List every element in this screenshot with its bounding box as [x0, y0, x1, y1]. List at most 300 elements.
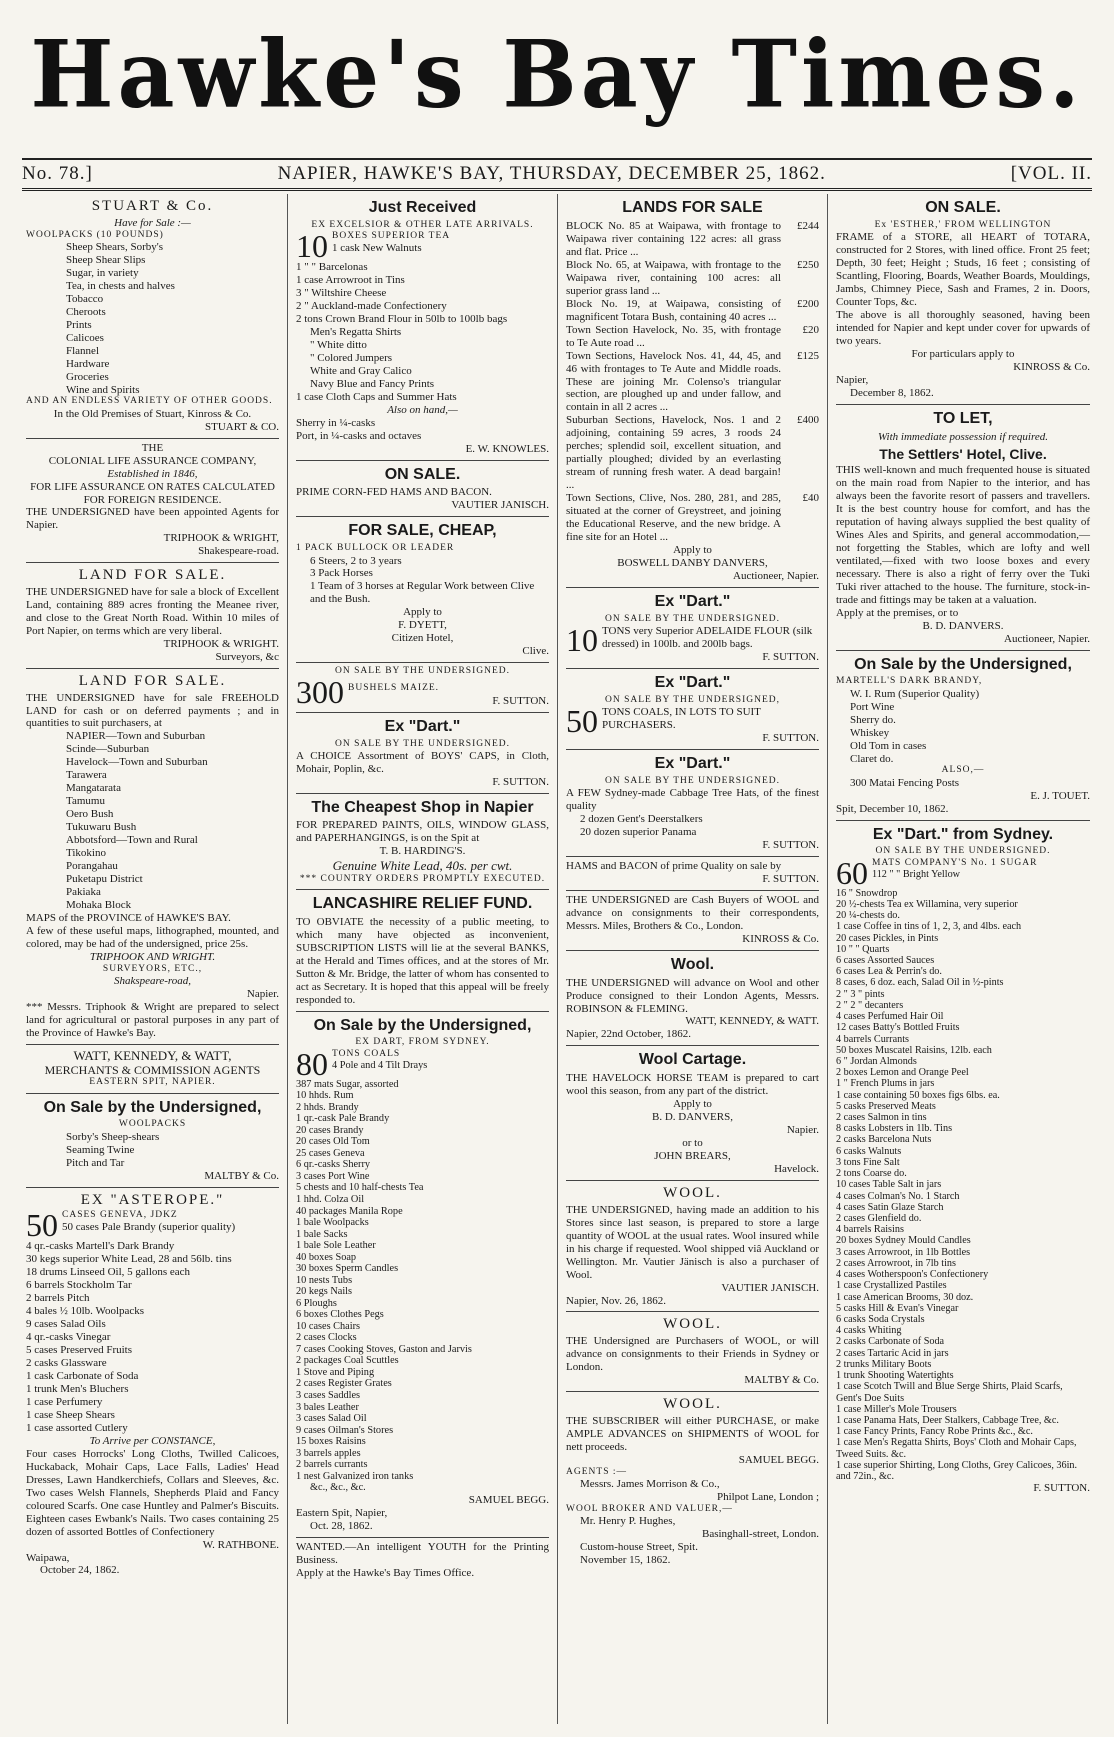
ad-heading: The Cheapest Shop in Napier	[311, 798, 534, 816]
list-item: 30 boxes Sperm Candles	[296, 1263, 399, 1275]
ad-note: *** COUNTRY ORDERS PROMPTLY EXECUTED.	[299, 873, 546, 884]
ad-signature: F. SUTTON.	[762, 732, 819, 744]
list-item	[566, 259, 819, 298]
list-item: Tikokino	[66, 847, 106, 860]
list-item: 16 " Snowdrop	[836, 887, 898, 899]
list-item: 1 case Men's Regatta Shirts, Boys' Cloth and Mohair Caps, Tweed Suits. &c.	[836, 1437, 1077, 1460]
list-item: 387 mats Sugar, assorted	[296, 1078, 399, 1090]
list-item: 7 cases Cooking Stoves, Gaston and Jarvis	[296, 1343, 472, 1355]
ad-on-sale-hams	[296, 461, 549, 518]
ad-place: Napier,	[836, 373, 869, 386]
ad-signature: W. RATHBONE.	[202, 1538, 279, 1551]
ad-signature: F. SUTTON.	[762, 838, 819, 851]
lot-price: £200	[797, 297, 819, 310]
ad-line: THE	[141, 441, 164, 454]
ad-heading: Ex "Dart."	[654, 754, 731, 772]
list-item: 1 case American Brooms, 30 doz.	[836, 1291, 974, 1303]
ad-land-for-sale-1	[26, 563, 279, 669]
dateline	[22, 158, 1092, 191]
list-item: 3 " Wiltshire Cheese	[296, 287, 387, 300]
list-item	[566, 350, 819, 415]
list-item: 2 tons Coarse do.	[836, 1168, 907, 1180]
ad-address: Shakespeare-road.	[198, 545, 279, 558]
list-item: 2 casks Carbonate of Soda	[836, 1336, 945, 1348]
list-item: Abbotsford—Town and Rural	[66, 834, 198, 847]
list-item: 1 case Cloth Caps and Summer Hats	[296, 390, 457, 403]
list-item: 1 case Panama Hats, Deer Stalkers, Cabbage Tree, &c.	[836, 1414, 1059, 1426]
ad-dart-coals	[566, 669, 819, 750]
ad-line: WOOL BROKER AND VALUER,—	[566, 1503, 733, 1514]
ad-line: ON SALE BY THE UNDERSIGNED.	[875, 846, 1051, 857]
list-item: 4 Pole and 4 Tilt Drays	[332, 1059, 428, 1071]
hotel-name: The Settlers' Hotel, Clive.	[879, 445, 1047, 462]
ad-town: Napier.	[786, 1124, 819, 1137]
list-item: 1 case Crystallized Pastiles	[836, 1280, 947, 1292]
list-item: 1 trunk Shooting Watertights	[836, 1370, 954, 1382]
ad-line: Basinghall-street, London.	[701, 1527, 819, 1540]
list-item: 1 trunk Men's Bluchers	[26, 1382, 129, 1395]
item-list	[26, 241, 279, 397]
ad-wanted-youth	[296, 1538, 549, 1584]
ad-signature: TRIPHOOK & WRIGHT,	[163, 532, 279, 545]
list-item: Cheroots	[66, 305, 106, 318]
list-item: Seaming Twine	[66, 1143, 135, 1156]
list-item: 1 bale Sacks	[296, 1228, 348, 1240]
ad-lead: 1 PACK BULLOCK OR LEADER	[296, 543, 455, 554]
list-item: 20 cases Pickles, in Pints	[836, 932, 939, 944]
ad-dart-caps	[296, 713, 549, 794]
column-1	[18, 194, 288, 1724]
ad-heading: ON SALE.	[925, 199, 1001, 216]
list-item: 3 bales Leather	[296, 1401, 359, 1413]
ad-heading: Just Received	[368, 199, 477, 216]
ad-lead: BUSHELS MAIZE.	[348, 683, 440, 694]
list-item: 300 Matai Fencing Posts	[850, 776, 960, 789]
ad-colonial-life	[26, 439, 279, 564]
list-item: Wine and Spirits	[66, 383, 140, 396]
list-item: 1 case Perfumery	[26, 1395, 103, 1408]
ad-number: 50	[566, 703, 598, 740]
ad-number: 60	[836, 854, 868, 891]
list-item: 12 cases Batty's Bottled Fruits	[836, 1022, 960, 1034]
list-item: 1 case Sheep Shears	[26, 1408, 115, 1421]
ad-body: TONS COALS, IN LOTS TO SUIT PURCHASERS.	[602, 706, 761, 732]
ad-maize	[296, 663, 549, 712]
ad-subheading: To Arrive per CONSTANCE,	[89, 1434, 216, 1447]
list-item: 2 barrels currants	[296, 1459, 368, 1471]
ad-line: ALSO,—	[941, 765, 985, 776]
list-item: 4 bales ½ 10lb. Woolpacks	[26, 1305, 145, 1318]
list-item: 5 cases Preserved Fruits	[26, 1344, 133, 1356]
list-item: Mohaka Block	[66, 899, 132, 912]
ad-number: 10	[566, 622, 598, 659]
list-item: Tobacco	[66, 292, 104, 305]
list-item: 112 " " Bright Yellow	[872, 868, 961, 880]
list-item	[566, 492, 819, 544]
ad-line: ON SALE BY THE UNDERSIGNED.	[604, 775, 781, 786]
ad-line: ON SALE BY THE UNDERSIGNED.	[604, 613, 781, 624]
list-item: Puketapu District	[66, 873, 143, 886]
ad-signature: SAMUEL BEGG.	[738, 1453, 819, 1466]
list-item: 20 cases Brandy	[296, 1124, 364, 1136]
columns	[18, 194, 1098, 1724]
lot-description: Town Sections, Havelock Nos. 41, 44, 45, and 46 with frontages to Te Aute and Middle roads. These are joining Mr. Colenso's triangular section, are ploughed up and under fallow, and contain in all 2 acres ...	[566, 349, 781, 414]
ad-signature: VAUTIER JANISCH.	[451, 499, 549, 512]
list-item: Porangahau	[66, 860, 118, 873]
ad-date: Napier, 22nd October, 1862.	[566, 1028, 691, 1041]
list-item: 6 qr.-casks Sherry	[296, 1159, 371, 1171]
ad-body: TO OBVIATE the necessity of a public meeting, to which many have objected as inconvenient, SUBSCRIPTION LISTS will lie at the several BANKS, at the Herald and Times offices, and at the stores of Mr. Sutton & Mr. Bridge, the latter of whom has consented to act as Secretary. It is hoped that this appeal will be freely responded to.	[296, 915, 549, 1006]
ad-watt-kennedy	[26, 1045, 279, 1094]
list-item: 6 casks Walnuts	[836, 1145, 902, 1157]
list-item: 40 boxes Soap	[296, 1251, 357, 1263]
ad-line: FOR LIFE ASSURANCE ON RATES CALCULATED FOR FOREIGN RESIDENCE.	[30, 480, 275, 506]
ad-sydney	[836, 821, 1090, 1500]
list-item: Oero Bush	[66, 808, 114, 821]
ad-body: PRIME CORN-FED HAMS AND BACON.	[296, 486, 492, 499]
list-item: W. I. Rum (Superior Quality)	[850, 687, 980, 700]
list-item: 10 cases Table Salt in jars	[836, 1179, 942, 1191]
ad-wool-begg	[566, 1392, 819, 1571]
item-list	[836, 869, 1090, 1482]
list-item: 3 Pack Horses	[310, 567, 373, 580]
ad-heading: WOOL.	[663, 1316, 722, 1333]
list-item: 2 hhds. Brandy	[296, 1101, 359, 1113]
list-item: 20 cases Old Tom	[296, 1136, 370, 1148]
list-item: 4 cases Wotherspoon's Confectionery	[836, 1269, 989, 1281]
list-item: 3 cases Port Wine	[296, 1170, 370, 1182]
ad-town: Clive.	[522, 645, 549, 658]
ad-body: THE SUBSCRIBER will either PURCHASE, or make AMPLE ADVANCES on SHIPMENTS of WOOL for nett proceeds.	[566, 1414, 819, 1453]
ad-signature: TRIPHOOK AND WRIGHT.	[89, 950, 216, 963]
list-item	[566, 220, 819, 259]
ad-asterope	[26, 1188, 279, 1582]
list-item: Tamumu	[66, 795, 105, 808]
ad-lead: MARTELL'S DARK BRANDY,	[836, 676, 983, 687]
ad-body: A few of these useful maps, lithographed, mounted, and colored, may be had of the undersigned, price 25s.	[26, 924, 279, 950]
list-item: 8 casks Lobsters in 1lb. Tins	[836, 1123, 953, 1135]
ad-address: Surveyors, &c	[215, 650, 279, 663]
list-item: 20 boxes Sydney Mould Candles	[836, 1235, 971, 1247]
ad-date: November 15, 1862.	[580, 1553, 671, 1566]
ad-address: Shakspeare-road,	[113, 975, 192, 988]
ad-line: Philpot Lane, London ;	[716, 1490, 819, 1503]
list-item: Port, in ¼-casks and octaves	[296, 429, 422, 442]
list-item: 4 qr.-casks Martell's Dark Brandy	[26, 1240, 175, 1253]
list-item: 1 case superior Shirting, Long Cloths, Grey Calicoes, 36in. and 72in., &c.	[836, 1459, 1078, 1483]
ad-role: Auctioneer, Napier.	[733, 570, 819, 583]
list-item: 1 case Miller's Mole Trousers	[836, 1403, 957, 1415]
ad-wool-janisch	[566, 1181, 819, 1312]
ad-body: THE HAVELOCK HORSE TEAM is prepared to cart wool this season, from any part of the district.	[566, 1072, 819, 1098]
list-item: 4 casks Whiting	[836, 1325, 902, 1337]
ad-number: 10	[296, 228, 328, 265]
list-item: 1 qr.-cask Pale Brandy	[296, 1113, 390, 1125]
ad-address: Citizen Hotel,	[391, 632, 454, 645]
list-item: 4 barrels Currants	[836, 1033, 909, 1045]
ad-line: MAPS of the PROVINCE of HAWKE'S BAY.	[26, 912, 231, 924]
ad-signature: B. D. DANVERS,	[652, 1111, 733, 1124]
ad-heading: LAND FOR SALE.	[78, 672, 227, 689]
ad-stuart	[26, 194, 279, 439]
ad-place: In the Old Premises of Stuart, Kinross & Co.	[53, 407, 252, 420]
ad-heading: LANDS FOR SALE	[622, 199, 763, 216]
ad-apply: Apply to	[673, 544, 712, 557]
list-item: Sherry do.	[850, 713, 896, 726]
list-item: Tea, in chests and halves	[66, 279, 175, 292]
place-date: NAPIER, HAWKE'S BAY, THURSDAY, DECEMBER 25, 1862.	[277, 162, 826, 184]
ad-wool-maltby	[566, 1312, 819, 1392]
ad-line: Mr. Henry P. Hughes,	[580, 1514, 676, 1527]
ad-body: THE UNDERSIGNED have been appointed Agents for Napier.	[26, 506, 279, 532]
list-item: 1 case Arrowroot in Tins	[296, 274, 405, 287]
list-item: 2 casks Barcelona Nuts	[836, 1134, 932, 1146]
list-item: Men's Regatta Shirts	[310, 325, 402, 338]
ad-for-sale-cheap	[296, 517, 549, 663]
ad-signature: KINROSS & Co.	[1013, 360, 1090, 373]
ad-line: Custom-house Street, Spit.	[580, 1540, 698, 1553]
list-item: 20 ½-chests Tea ex Willamina, very superior	[836, 898, 1018, 910]
ad-signature: F. SUTTON.	[492, 775, 549, 788]
ad-heading: WOOL.	[663, 1396, 722, 1413]
ad-apply: Apply to	[403, 606, 442, 619]
ad-signature: F. SUTTON.	[762, 872, 819, 885]
list-item: Sherry in ¼-casks	[296, 416, 376, 429]
list-item: 2 " Auckland-made Confectionery	[296, 299, 447, 312]
list-item: Sheep Shear Slips	[66, 253, 146, 266]
ad-maltby	[26, 1094, 279, 1188]
list-item: 1 " " Barcelonas	[296, 261, 368, 274]
ad-wool-watt	[566, 951, 819, 1047]
ad-subheading: Also on hand,—	[387, 403, 458, 416]
ad-body: TONS very Superior ADELAIDE FLOUR (silk dressed) in 100lb. and 200lb bags.	[602, 625, 813, 651]
ad-line: MERCHANTS & COMMISSION AGENTS	[44, 1063, 261, 1078]
ad-subheading: Have for Sale :—	[114, 216, 191, 229]
lot-price: £125	[797, 349, 819, 362]
list-item: " Colored Jumpers	[310, 351, 393, 364]
list-item: 10 nests Tubs	[296, 1274, 353, 1286]
list-item: 2 cases Arrowroot, in 7lb tins	[836, 1257, 956, 1269]
list-item: 6 casks Soda Crystals	[836, 1313, 925, 1325]
list-item: Pakiaka	[66, 886, 101, 899]
ad-line: ON SALE BY THE UNDERSIGNED,	[604, 694, 781, 705]
ad-subheading: Established in 1846,	[107, 467, 198, 480]
ad-line: AGENTS :—	[566, 1466, 627, 1477]
list-item: 2 " 3 " pints	[836, 988, 885, 1000]
ad-line: ON SALE BY THE UNDERSIGNED.	[334, 738, 511, 749]
ad-heading: On Sale by the Undersigned,	[854, 655, 1072, 673]
ad-heading: On Sale by the Undersigned,	[43, 1098, 262, 1116]
list-item: 4 barrels Raisins	[836, 1224, 904, 1236]
list-item: Sugar, in variety	[66, 266, 139, 279]
ad-signature: MALTBY & Co.	[744, 1374, 819, 1387]
ad-lead: BOXES SUPERIOR TEA	[332, 231, 451, 242]
item-list	[26, 730, 279, 912]
list-item: Flannel	[66, 344, 99, 357]
ad-body: A CHOICE Assortment of BOYS' CAPS, in Cloth, Mohair, Poplin, &c.	[296, 749, 549, 775]
ad-signature: E. W. KNOWLES.	[465, 442, 549, 455]
list-item: 1 " French Plums in jars	[836, 1078, 935, 1090]
list-item: 10 " " Quarts	[836, 943, 890, 955]
list-item: 6 cases Lea & Perrin's do.	[836, 966, 942, 978]
ad-body: THE UNDERSIGNED have for sale FREEHOLD LAND for cash or on deferred payments ; and in quantities to suit purchasers, at	[26, 691, 279, 730]
ad-hams-bacon	[566, 857, 819, 891]
list-item: 10 cases Chairs	[296, 1320, 361, 1332]
ad-body: FRAME of a STORE, all HEART of TOTARA, constructed for 2 Stores, with lined office. Front 25 feet; Depth, 30 feet; Height ; Studs, 16 feet ; consisting of Scantling, Flooring, Boards, Weather Boards, Mouldings, Jambs, Chimney Piece, Sash and Frames, 2 in. Doors, Counter Tops, &c.	[836, 231, 1090, 308]
ad-signature: T. B. HARDING'S.	[379, 845, 466, 858]
issue-number: No. 78.]	[22, 162, 93, 184]
list-item: 2 barrels Pitch	[26, 1292, 90, 1305]
list-item: 1 cask New Walnuts	[332, 242, 422, 255]
ad-heading: TO LET,	[933, 409, 993, 427]
list-item: 2 tons Crown Brand Flour in 50lb to 100lb bags	[296, 312, 508, 325]
list-item: 25 cases Geneva	[296, 1147, 365, 1159]
ad-body: THE Undersigned are Purchasers of WOOL, or will advance on consignments to their Friends in Sydney or London.	[566, 1335, 819, 1374]
list-item: 8 cases, 6 doz. each, Salad Oil in ½-pints	[836, 977, 1004, 989]
list-item: 2 trunks Military Boots	[836, 1358, 932, 1370]
ad-date: Napier, Nov. 26, 1862.	[566, 1294, 666, 1307]
ad-heading: ON SALE.	[384, 465, 461, 483]
ad-body: THE UNDERSIGNED have for sale a block of Excellent Land, containing 889 acres fronting the Meanee river, and close to the Great North Road. Within 10 miles of Port Napier, on terms which are very liberal.	[26, 586, 279, 637]
list-item: 9 cases Salad Oils	[26, 1318, 106, 1331]
list-item: 2 " 2 " decanters	[836, 999, 904, 1011]
ad-signature: TRIPHOOK & WRIGHT.	[163, 637, 279, 650]
ad-signature: F. SUTTON.	[762, 651, 819, 664]
list-item: 3 cases Saddles	[296, 1390, 361, 1401]
list-item: 5 chests and 10 half-chests Tea	[296, 1182, 424, 1194]
list-item: 5 casks Hill & Evan's Vinegar	[836, 1302, 959, 1314]
ad-signature: WATT, KENNEDY, & WATT.	[685, 1015, 819, 1028]
ad-role: Auctioneer, Napier.	[1004, 632, 1090, 645]
ad-subheading: EX EXCELSIOR & OTHER LATE ARRIVALS.	[311, 219, 534, 230]
ad-body: Four cases Horrocks' Long Cloths, Twilled Calicoes, Huckaback, Mohair Caps, Lace Falls, Ladies' Head Dresses, Lawn Handkerchiefs, Collars and Sleeves, &c. Two cases Welsh Flannels, Shepherds Plaid and Fancy coloured Scarfs. One case Huntley and Palmer's Biscuits. Eighteen cases Ewbank's Nails. Two cases containing 25 dozen of assorted Bottles of Confectionery	[26, 1447, 279, 1538]
ad-body: THE UNDERSIGNED are Cash Buyers of WOOL and advance on consignments to their correspondents, Messrs. Miles, Brothers & Co., London.	[566, 893, 819, 932]
list-item: Tarawera	[66, 769, 107, 782]
ad-to-let	[836, 405, 1090, 651]
ad-heading: Wool.	[670, 955, 715, 973]
masthead-title: Hawke's Bay Times.	[30, 19, 1084, 129]
ad-begg-coals	[296, 1012, 549, 1538]
ad-place: Waipawa,	[26, 1551, 70, 1564]
ad-lead: TONS COALS	[332, 1048, 401, 1059]
list-item	[566, 414, 819, 492]
column-4	[828, 194, 1098, 1724]
ad-subheading: Ex 'ESTHER,' FROM WELLINGTON	[874, 219, 1052, 230]
ad-number: 80	[296, 1045, 328, 1082]
lot-description: BLOCK No. 85 at Waipawa, with frontage to Waipawa river containing 122 acres: all grass and flat. Price ...	[566, 219, 781, 258]
list-item: 4 cases Satin Glaze Starch	[836, 1201, 944, 1213]
lot-price: £400	[797, 414, 819, 427]
list-item: 4 qr.-casks Vinegar	[26, 1331, 111, 1344]
ad-signature: B. D. DANVERS.	[922, 619, 1004, 632]
list-item: 2 cases Salmon in tins	[836, 1112, 927, 1124]
lot-description: Block No. 65, at Waipawa, with frontage to the Waipawa river, containing 100 acres: all superior grass land ...	[566, 258, 781, 297]
list-item: 6 boxes Clothes Pegs	[296, 1309, 384, 1321]
list-item: 1 case Coffee in tins of 1, 2, 3, and 4lbs. each	[836, 921, 1022, 933]
list-item: 20 ¼-chests do.	[836, 910, 900, 922]
lot-description: Suburban Sections, Havelock, Nos. 1 and 2 adjoining, containing 59 acres, 3 roods 24 perches; splendid soil, excellent situation, and partially ploughed; divided by an everlasting stream of running fresh water. A dead bargain! ...	[566, 414, 781, 492]
ad-body: WANTED.—An intelligent YOUTH for the Printing Business.	[296, 1540, 549, 1566]
list-item: &c., &c., &c.	[310, 1482, 366, 1494]
list-item: 6 barrels Stockholm Tar	[26, 1279, 132, 1292]
ad-lands-for-sale	[566, 194, 819, 588]
column-3	[558, 194, 828, 1724]
list-item: 50 cases Pale Brandy (superior quality)	[62, 1221, 236, 1234]
list-item: 2 dozen Gent's Deerstalkers	[580, 812, 703, 825]
ad-lead: WOOLPACKS (10 POUNDS)	[26, 229, 164, 240]
ad-apply: Apply at the premises, or to	[836, 606, 959, 619]
ad-body: HAMS and BACON of prime Quality on sale by	[566, 859, 782, 872]
ad-lead: Genuine White Lead, 40s. per cwt.	[332, 858, 513, 874]
lot-price: £244	[797, 219, 819, 232]
ad-line: or to	[682, 1137, 703, 1150]
ad-body: THE UNDERSIGNED will advance on Wool and other Produce consigned to their London Agents, Messrs. ROBINSON & FLEMING.	[566, 976, 819, 1015]
list-item: 2 cases Tartaric Acid in jars	[836, 1347, 949, 1359]
ad-body: FOR PREPARED PAINTS, OILS, WINDOW GLASS, and PAPERHANGINGS, is on the Spit at	[296, 819, 549, 845]
list-item: 2 boxes Lemon and Orange Peel	[836, 1067, 969, 1079]
list-item: Port Wine	[850, 700, 895, 713]
ad-town: Havelock.	[774, 1163, 819, 1176]
list-item: Mangatarata	[66, 782, 121, 795]
ad-lancashire-relief	[296, 890, 549, 1012]
list-item	[566, 298, 819, 324]
ad-heading: STUART & Co.	[91, 198, 214, 214]
ad-signature: F. DYETT,	[398, 619, 447, 632]
ad-esther	[836, 194, 1090, 405]
list-item: 20 dozen superior Panama	[580, 825, 697, 838]
ad-heading: Ex "Dart."	[654, 593, 731, 610]
volume: [VOL. II.	[1010, 162, 1092, 184]
ad-line: ON SALE BY THE UNDERSIGNED.	[334, 666, 511, 677]
ad-role: SURVEYORS, ETC.,	[102, 963, 203, 974]
ad-heading: LAND FOR SALE.	[78, 567, 227, 584]
ad-touet	[836, 651, 1090, 821]
ad-heading: EX "ASTEROPE."	[80, 1191, 225, 1208]
list-item: 9 cases Oilman's Stores	[296, 1424, 394, 1436]
lot-description: Town Section Havelock, No. 35, with frontage to Te Aute road ...	[566, 323, 781, 349]
list-item: 50 boxes Muscatel Raisins, 12lb. each	[836, 1044, 992, 1056]
ad-heading: COLONIAL LIFE ASSURANCE COMPANY,	[48, 454, 257, 467]
list-item: 1 nest Galvanized iron tanks	[296, 1470, 414, 1482]
list-item: Claret do.	[850, 752, 894, 765]
item-list	[26, 1221, 279, 1434]
ad-land-for-sale-2	[26, 669, 279, 1045]
ad-body: THE UNDERSIGNED, having made an addition to his Stores since last season, is prepared to store a large quantity of WOOL at the usual rates. Wool insured while in his charge if requested. Wool shipped viâ Auckland or Wellington. Mr. Vautier Jänisch is also a purchaser of Wool.	[566, 1203, 819, 1281]
list-item: 1 Team of 3 horses at Regular Work between Clive and the Bush.	[310, 580, 535, 606]
ad-heading: WATT, KENNEDY, & WATT,	[73, 1047, 232, 1063]
ad-number: 300	[296, 674, 344, 711]
ad-lead: MATS COMPANY'S No. 1 SUGAR	[872, 857, 1038, 868]
list-item: White and Gray Calico	[310, 364, 412, 377]
list-item: Sheep Shears, Sorby's	[66, 240, 164, 253]
ad-date: Spit, December 10, 1862.	[836, 802, 949, 815]
list-item: 1 bale Sole Leather	[296, 1240, 376, 1252]
list-item: 2 cases Clocks	[296, 1332, 357, 1344]
ad-number: 50	[26, 1207, 58, 1244]
list-item: 3 cases Salad Oil	[296, 1413, 367, 1425]
ad-signature: E. J. TOUET.	[1030, 789, 1090, 802]
ad-heading: Ex "Dart."	[654, 673, 731, 691]
ad-date: Oct. 28, 1862.	[310, 1519, 373, 1532]
list-item: 20 kegs Nails	[296, 1286, 353, 1298]
lot-price: £20	[802, 323, 819, 336]
list-item: Havelock—Town and Suburban	[66, 756, 208, 769]
list-item: 2 cases Glenfield do.	[836, 1213, 922, 1225]
list-item: Pitch and Tar	[66, 1156, 125, 1169]
list-item: 2 cases Register Grates	[296, 1378, 392, 1390]
list-item: 15 boxes Raisins	[296, 1436, 366, 1448]
list-item: 3 cases Arrowroot, in 1lb Bottles	[836, 1246, 971, 1258]
